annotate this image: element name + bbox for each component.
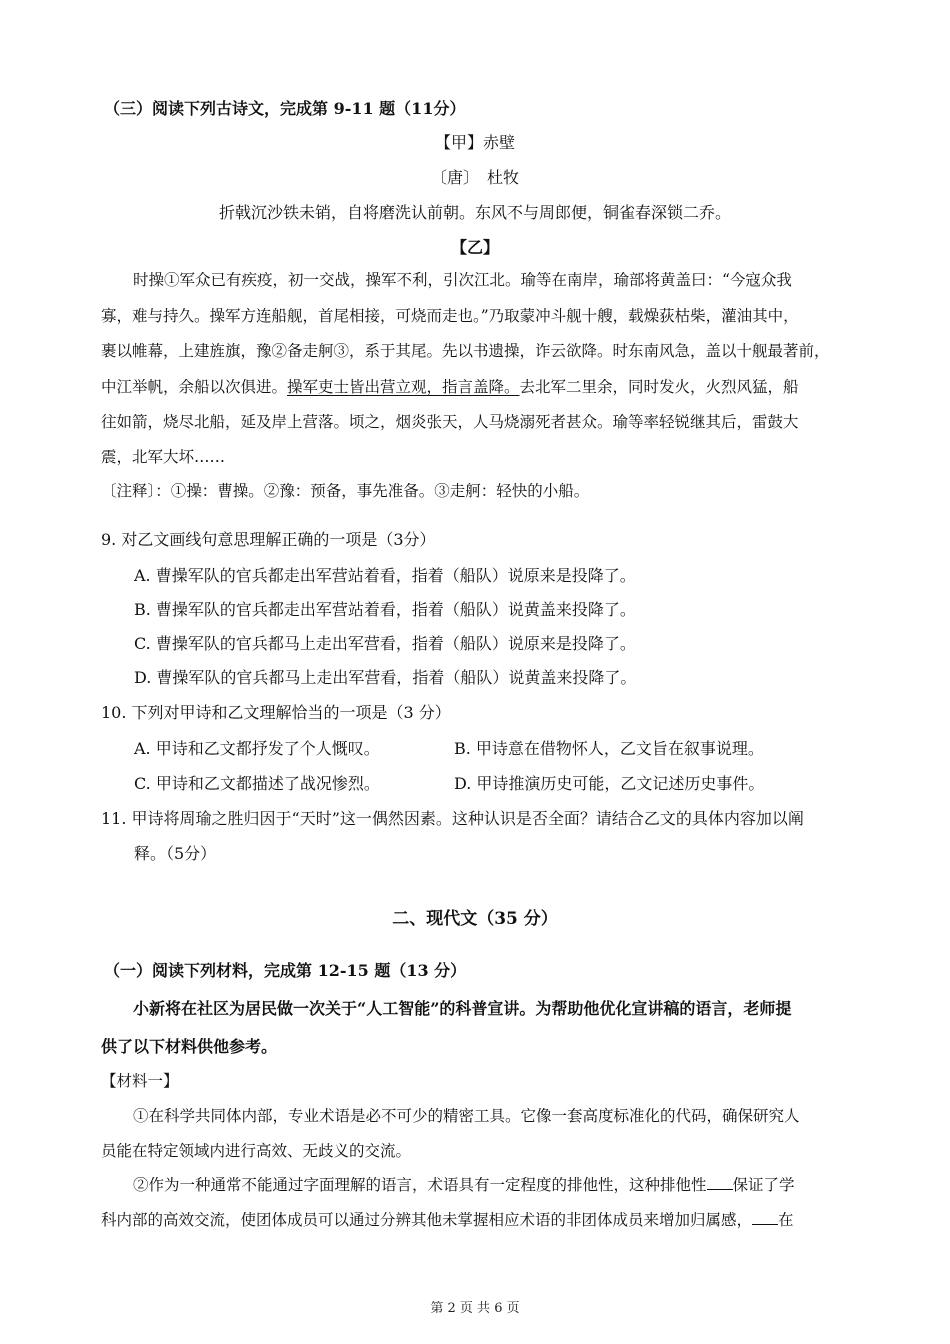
paragraph-2-text-a: ②作为一种通常不能通过字面理解的语言，术语具有一定程度的排他性，这种排他性 — [133, 1176, 707, 1194]
page-footer: 第 2 页 共 6 页 — [430, 1301, 520, 1316]
underlined-sentence: 操军吏士皆出营立观，指言盖降。 — [287, 378, 520, 396]
prose-line-2: 寡，难与持久。操军方连船舰，首尾相接，可烧而走也。”乃取蒙冲斗舰十艘，载燥荻枯柴，灌油其中， — [101, 307, 799, 325]
question-10-option-a: A. 甲诗和乙文都抒发了个人慨叹。 — [134, 739, 380, 758]
prose-line-4 — [101, 375, 799, 397]
question-10-stem: 10. 下列对甲诗和乙文理解恰当的一项是（3 分） — [101, 703, 451, 722]
material-paragraph-1-line-1: ①在科学共同体内部，专业术语是必不可少的精密工具。它像一套高度标准化的代码，确保研究人 — [133, 1107, 800, 1125]
part-2-title: 二、现代文（35 分） — [392, 909, 558, 929]
material-paragraph-2-line-1 — [133, 1173, 795, 1195]
prose-line-4-start: 中江举帆，余船以次俱进。 — [101, 378, 288, 396]
intro-line-1: 小新将在社区为居民做一次关于“人工智能”的科普宣讲。为帮助他优化宣讲稿的语言，老师提 — [133, 999, 792, 1018]
question-11-line-1: 11. 甲诗将周瑜之胜归因于“天时”这一偶然因素。这种认识是否全面？请结合乙文的具体内容加以阐 — [101, 809, 804, 828]
material-1-label: 【材料一】 — [101, 1072, 179, 1090]
poem-title: 【甲】赤壁 — [434, 133, 515, 152]
fill-blank-1 — [707, 1175, 733, 1190]
question-9-option-d: D. 曹操军队的官兵都马上走出军营看，指着（船队）说黄盖来投降了。 — [134, 668, 637, 687]
paragraph-2-text-d: 在 — [778, 1211, 794, 1229]
intro-line-2: 供了以下材料供他参考。 — [101, 1037, 278, 1056]
question-10-option-b: B. 甲诗意在借物怀人，乙文旨在叙事说理。 — [454, 739, 764, 758]
prose-notes: 〔注释〕：①操：曹操。②豫：预备，事先准备。③走舸：轻快的小船。 — [101, 482, 590, 500]
poem-author: 〔唐〕 杜牧 — [430, 168, 519, 187]
prose-line-5: 往如箭，烧尽北船，延及岸上营落。顷之，烟炎张天，人马烧溺死者甚众。瑜等率轻锐继其后，雷鼓大 — [101, 413, 799, 431]
paragraph-2-text-c: 科内部的高效交流，使团体成员可以通过分辨其他未掌握相应术语的非团体成员来增加归属感， — [101, 1211, 753, 1229]
question-9-stem: 9. 对乙文画线句意思理解正确的一项是（3分） — [101, 530, 436, 549]
prose-line-3: 裹以帷幕，上建旌旗，豫②备走舸③，系于其尾。先以书遗操，诈云欲降。时东南风急，盖以十舰最著前， — [101, 342, 830, 360]
poem-text: 折戟沉沙铁未销，自将磨洗认前朝。东风不与周郎便，铜雀春深锁二乔。 — [218, 203, 731, 222]
question-9-option-c: C. 曹操军队的官兵都马上走出军营看，指着（船队）说原来是投降了。 — [134, 634, 636, 653]
question-10-option-c: C. 甲诗和乙文都描述了战况惨烈。 — [134, 774, 380, 793]
material-paragraph-2-line-2 — [101, 1208, 794, 1230]
question-10-option-d: D. 甲诗推演历史可能，乙文记述历史事件。 — [454, 774, 765, 793]
question-9-option-a: A. 曹操军队的官兵都走出军营站着看，指着（船队）说原来是投降了。 — [134, 566, 636, 585]
prose-line-6: 震，北军大坏…… — [101, 448, 226, 466]
prose-label: 【乙】 — [450, 238, 499, 257]
section1-header: （一）阅读下列材料，完成第 12-15 题（13 分） — [104, 961, 467, 980]
section3-header: （三）阅读下列古诗文，完成第 9-11 题（11分） — [104, 99, 466, 118]
question-11-line-2: 释。（5分） — [134, 844, 217, 863]
fill-blank-2 — [752, 1210, 778, 1225]
prose-line-4-end: 去北军二里余，同时发火，火烈风猛，船 — [519, 378, 799, 396]
paragraph-2-text-b: 保证了学 — [732, 1176, 795, 1194]
prose-line-1: 时操①军众已有疾疫，初一交战，操军不利，引次江北。瑜等在南岸，瑜部将黄盖曰：“今寇众我 — [133, 271, 792, 289]
question-9-option-b: B. 曹操军队的官兵都走出军营站着看，指着（船队）说黄盖来投降了。 — [134, 600, 636, 619]
material-paragraph-1-line-2: 员能在特定领域内进行高效、无歧义的交流。 — [101, 1142, 412, 1160]
